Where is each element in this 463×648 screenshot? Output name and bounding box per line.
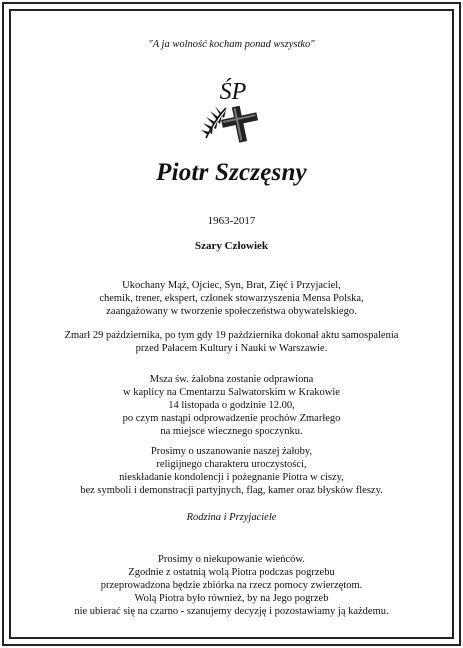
text-line: po czym nastąpi odprowadzenie prochów Zmarłego <box>122 413 341 424</box>
text-line: Zgodnie z ostatnią wolą Piotra podczas pogrzebu <box>128 567 335 578</box>
paragraph-funeral <box>12 373 451 438</box>
paragraph-request <box>12 445 451 497</box>
text-line: Wolą Piotra było również, by na Jego pogrzeb <box>134 593 329 604</box>
text-line: w kaplicy na Cmentarzu Salwatorskim w Krakowie <box>123 387 340 398</box>
text-line: Ukochany Mąż, Ojciec, Syn, Brat, Zięć i Przyjaciel, <box>122 280 341 291</box>
motto-quote: "A ja wolność kocham ponad wszystko" <box>148 39 315 50</box>
text-line: nie ubierać się na czarno - szanujemy decyzję i pozostawiamy ją każdemu. <box>74 606 389 617</box>
signature: Rodzina i Przyjaciele <box>186 512 277 523</box>
text-line: przed Pałacem Kultury i Nauki w Warszawie. <box>135 343 328 354</box>
text-line: bez symboli i demonstracji partyjnych, flag, kamer oraz błysków fleszy. <box>80 485 383 496</box>
text-line: na miejsce wiecznego spoczynku. <box>160 426 303 437</box>
text-line: Prosimy o niekupowanie wieńców. <box>158 554 305 565</box>
paragraph-description <box>12 279 451 318</box>
paragraph-closing <box>12 553 451 618</box>
text-line: zaangażowany w tworzenie społeczeństwa obywatelskiego. <box>106 306 357 317</box>
text-line: Msza św. żałobna zostanie odprawiona <box>149 374 314 385</box>
paragraph-death <box>12 329 451 355</box>
memorial-emblem <box>196 74 270 144</box>
deceased-name: Piotr Szczęsny <box>156 159 307 186</box>
life-years: 1963-2017 <box>207 215 256 227</box>
text-line: Prosimy o uszanowanie naszej żałoby, <box>150 446 313 457</box>
nickname: Szary Człowiek <box>194 240 268 252</box>
text-line: przeprowadzona będzie zbiórka na rzecz pomocy zwierzętom. <box>100 580 363 591</box>
text-line: Zmarł 29 października, po tym gdy 19 października dokonał aktu samospalenia <box>64 330 399 341</box>
text-line: 14 listopada o godzinie 12.00, <box>168 400 295 411</box>
text-line: nieskładanie kondolencji i pożegnanie Piotra w ciszy, <box>119 472 344 483</box>
text-line: chemik, trener, ekspert, członek stowarzyszenia Mensa Polska, <box>99 293 364 304</box>
text-line: religijnego charakteru uroczystości, <box>156 459 307 470</box>
cross-with-palm-branch-icon <box>196 74 270 144</box>
emblem-initials: ŚP <box>219 79 247 105</box>
